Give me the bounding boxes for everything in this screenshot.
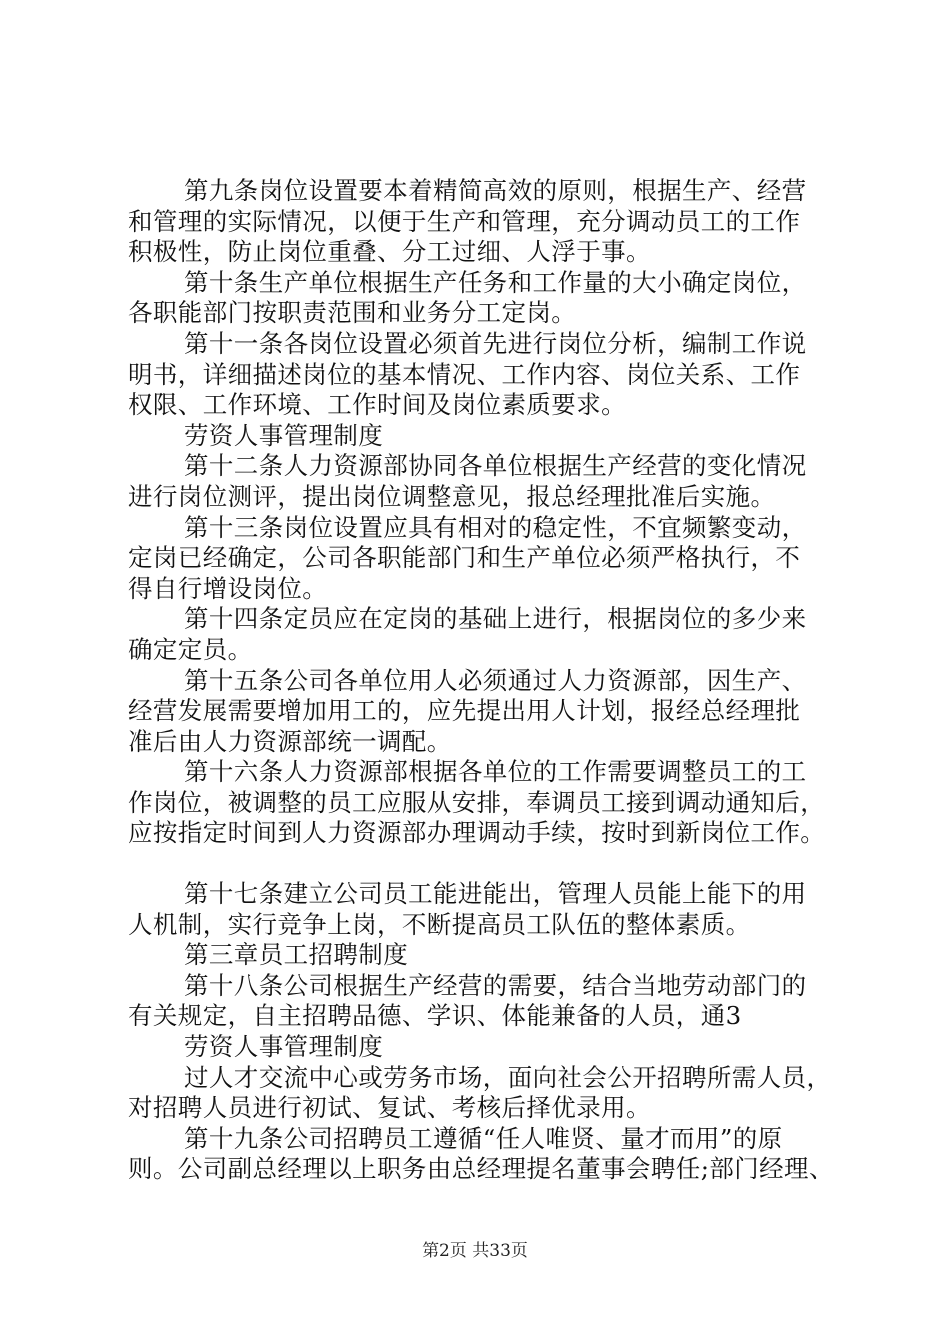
- paragraph-line: 权限、工作环境、工作时间及岗位素质要求。: [128, 390, 626, 420]
- paragraph-line: 确定定员。: [128, 634, 253, 664]
- paragraph-line: 有关规定，自主招聘品德、学识、体能兼备的人员，通3: [128, 1001, 742, 1031]
- paragraph-line: 第十五条公司各单位用人必须通过人力资源部，因生产、: [184, 665, 807, 695]
- chapter-heading: 第三章员工招聘制度: [184, 940, 409, 970]
- paragraph-line: 第十九条公司招聘员工遵循“任人唯贤、量才而用”的原: [184, 1123, 783, 1153]
- paragraph-line: 第十四条定员应在定岗的基础上进行，根据岗位的多少来: [184, 604, 807, 634]
- paragraph-line: 对招聘人员进行初试、复试、考核后择优录用。: [128, 1093, 651, 1123]
- paragraph-line: 作岗位，被调整的员工应服从安排，奉调员工接到调动通知后，: [128, 787, 826, 817]
- section-heading: 劳资人事管理制度: [184, 1032, 384, 1062]
- paragraph-line: 和管理的实际情况，以便于生产和管理，充分调动员工的工作: [128, 206, 801, 236]
- paragraph-gap: [128, 849, 840, 879]
- paragraph-line: 第十条生产单位根据生产任务和工作量的大小确定岗位，: [184, 267, 807, 297]
- paragraph-line: 则。公司副总经理以上职务由总经理提名董事会聘任;部门经理、: [128, 1154, 834, 1184]
- paragraph-line: 积极性，防止岗位重叠、分工过细、人浮于事。: [128, 237, 651, 267]
- paragraph-line: 准后由人力资源部统一调配。: [128, 726, 452, 756]
- paragraph-line: 定岗已经确定，公司各职能部门和生产单位必须严格执行，不: [128, 543, 801, 573]
- paragraph-line: 第十一条各岗位设置必须首先进行岗位分析，编制工作说: [184, 328, 807, 358]
- paragraph-line: 各职能部门按职责范围和业务分工定岗。: [128, 298, 577, 328]
- paragraph-line: 第九条岗位设置要本着精简高效的原则，根据生产、经营: [184, 176, 807, 205]
- document-body: [128, 176, 840, 1185]
- paragraph-line: 应按指定时间到人力资源部办理调动手续，按时到新岗位工作。: [128, 818, 826, 848]
- page-number-footer: 第2页 共33页: [422, 1241, 528, 1261]
- paragraph-line: 得自行增设岗位。: [128, 573, 328, 603]
- paragraph-line: 第十六条人力资源部根据各单位的工作需要调整员工的工: [184, 757, 807, 787]
- paragraph-line: 第十七条建立公司员工能进能出，管理人员能上能下的用: [184, 879, 807, 909]
- paragraph-line: 进行岗位测评，提出岗位调整意见，报总经理批准后实施。: [128, 481, 776, 511]
- paragraph-line: 明书，详细描述岗位的基本情况、工作内容、岗位关系、工作: [128, 359, 801, 389]
- paragraph-line: 第十三条岗位设置应具有相对的稳定性，不宜频繁变动，: [184, 512, 807, 542]
- paragraph-line: 过人才交流中心或劳务市场，面向社会公开招聘所需人员，: [184, 1062, 832, 1092]
- paragraph-line: 经营发展需要增加用工的，应先提出用人计划，报经总经理批: [128, 696, 801, 726]
- paragraph-line: 人机制，实行竞争上岗，不断提高员工队伍的整体素质。: [128, 909, 751, 939]
- paragraph-line: 第十八条公司根据生产经营的需要，结合当地劳动部门的: [184, 970, 807, 1000]
- section-heading: 劳资人事管理制度: [184, 420, 384, 450]
- paragraph-line: 第十二条人力资源部协同各单位根据生产经营的变化情况: [184, 451, 807, 481]
